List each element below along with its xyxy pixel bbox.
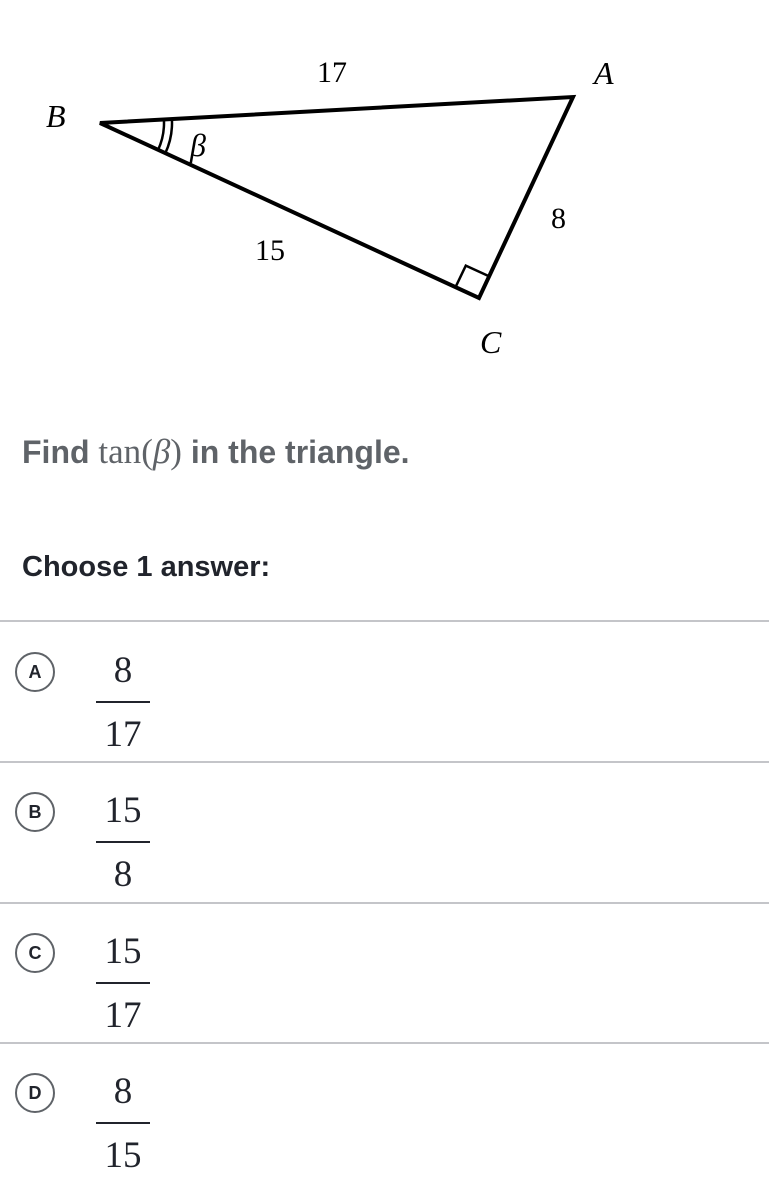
choice-fraction-c [96, 932, 150, 1036]
angle-arc-outer [165, 119, 172, 153]
choice-c[interactable] [0, 904, 769, 1044]
fraction-numerator: 8 [113, 650, 133, 691]
fraction-denominator: 15 [104, 1135, 142, 1176]
triangle-figure [0, 0, 769, 380]
choose-answer-label: Choose 1 answer: [22, 551, 271, 583]
fraction-denominator: 8 [113, 854, 133, 895]
side-label-ab: 17 [317, 56, 347, 89]
question-var: β [152, 432, 171, 471]
vertex-label-c: C [480, 324, 502, 360]
side-label-ac: 8 [551, 202, 566, 235]
question-text [22, 432, 410, 472]
fraction-bar [96, 701, 150, 703]
question-suffix: in the triangle. [190, 434, 410, 470]
vertex-label-b: B [46, 98, 66, 134]
choice-b[interactable] [0, 763, 769, 903]
question-open-paren: ( [141, 432, 153, 471]
fraction-numerator: 15 [104, 931, 142, 972]
choice-letter-a[interactable]: A [15, 652, 55, 692]
fraction-denominator: 17 [104, 714, 142, 755]
choice-letter-d[interactable]: D [15, 1073, 55, 1113]
choice-a[interactable] [0, 622, 769, 762]
fraction-bar [96, 841, 150, 843]
choice-fraction-b [96, 791, 150, 895]
choice-d[interactable] [0, 1044, 769, 1184]
vertex-label-a: A [594, 55, 614, 91]
fraction-numerator: 15 [104, 790, 142, 831]
fraction-bar [96, 982, 150, 984]
choice-letter-c[interactable]: C [15, 933, 55, 973]
fraction-numerator: 8 [113, 1071, 133, 1112]
choice-letter-b[interactable]: B [15, 792, 55, 832]
choice-fraction-a [96, 651, 150, 755]
choice-fraction-d [96, 1072, 150, 1176]
angle-arc-inner [158, 120, 164, 151]
fraction-denominator: 17 [104, 995, 142, 1036]
fraction-bar [96, 1122, 150, 1124]
side-label-bc: 15 [255, 234, 285, 267]
question-close-paren: ) [170, 432, 182, 471]
question-func: tan [98, 432, 142, 471]
question-math [98, 432, 182, 471]
angle-label-beta: β [190, 127, 206, 163]
question-prefix: Find [22, 434, 90, 470]
